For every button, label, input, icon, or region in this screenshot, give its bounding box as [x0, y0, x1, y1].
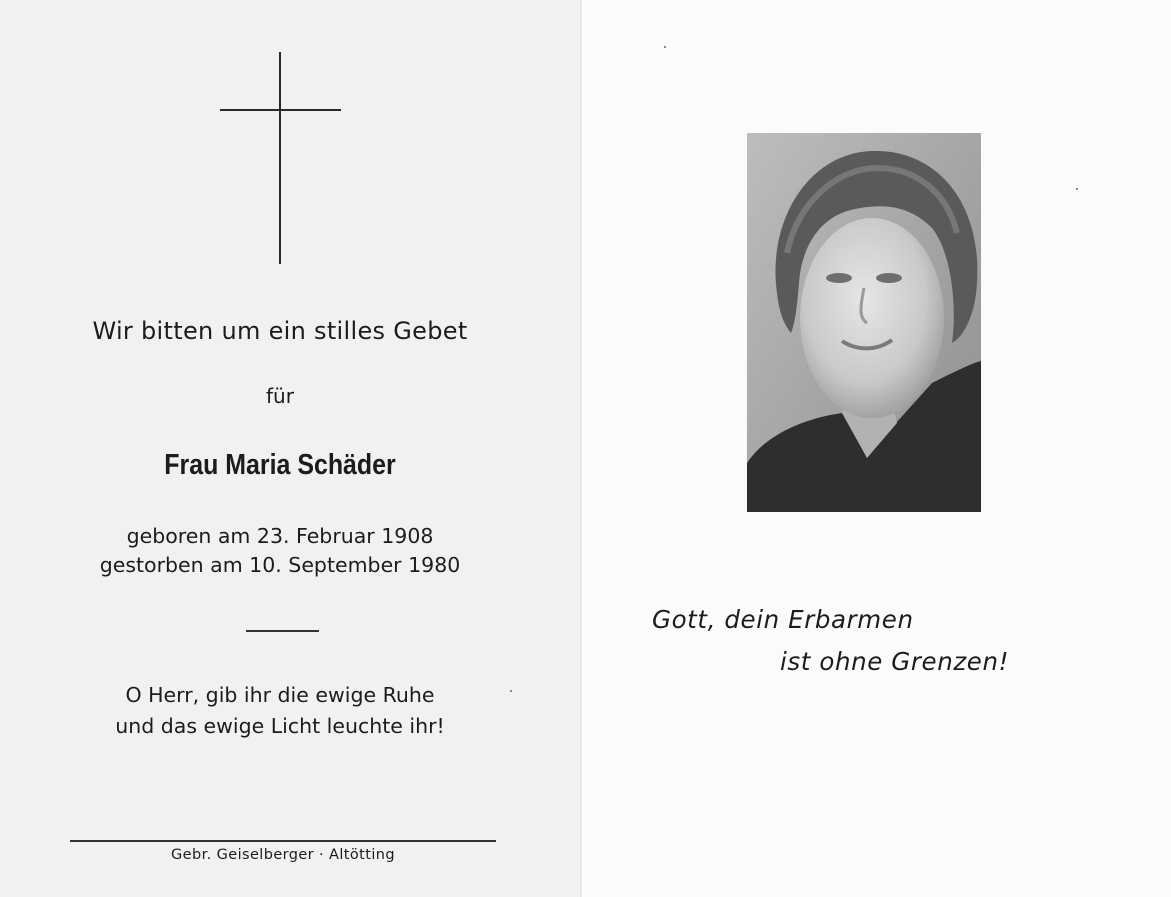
cross-icon [279, 52, 281, 264]
quote-line-1: Gott, dein Erbarmen [652, 605, 914, 634]
footer-divider [70, 840, 496, 842]
birth-date: geboren am 23. Februar 1908 [126, 524, 434, 548]
for-text: für [266, 384, 294, 408]
print-speck [1076, 188, 1078, 190]
life-dates [40, 522, 520, 580]
print-speck [664, 46, 666, 48]
death-date: gestorben am 10. September 1980 [99, 553, 461, 577]
portrait-photo [747, 133, 981, 512]
print-speck [510, 690, 512, 692]
quote-line-2: ist ohne Grenzen! [780, 647, 1010, 676]
deceased-name: Frau Maria Schäder [164, 449, 396, 481]
cross-icon-bar [220, 109, 341, 111]
portrait-image [747, 133, 981, 512]
prayer-text [40, 680, 520, 742]
prayer-line-2: und das ewige Licht leuchte ihr! [115, 714, 445, 738]
divider [246, 630, 319, 632]
printer-imprint: Gebr. Geiselberger · Altötting [171, 847, 395, 863]
request-text: Wir bitten um ein stilles Gebet [92, 317, 468, 345]
left-page [0, 0, 582, 897]
prayer-line-1: O Herr, gib ihr die ewige Ruhe [125, 683, 435, 707]
